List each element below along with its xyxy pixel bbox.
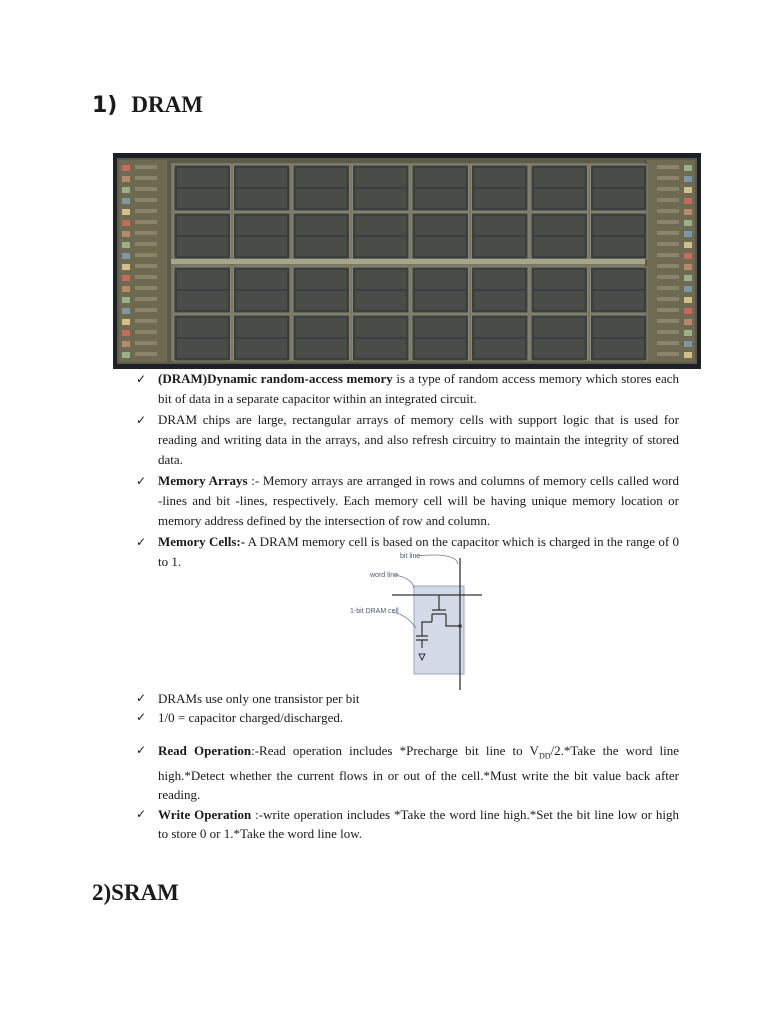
bit-line-label: bit line xyxy=(400,553,421,560)
section-number: 2) xyxy=(92,880,112,905)
cell-label: 1-bit DRAM cell xyxy=(350,608,399,615)
checkmark-icon: ✓ xyxy=(136,413,147,427)
list-item: ✓ Write Operation :-write operation includes *Take the word line high.*Set the bit line low or high to store 0 or 1.*Take the word line low. xyxy=(136,806,679,841)
checkmark-icon: ✓ xyxy=(136,372,147,386)
checkmark-icon: ✓ xyxy=(136,691,147,705)
dram-die-photo xyxy=(113,153,701,369)
checkmark-icon: ✓ xyxy=(136,535,147,549)
dram-cell-diagram xyxy=(350,548,490,693)
section-heading-dram xyxy=(92,92,203,118)
section-number: 1) xyxy=(92,93,118,118)
list-item: ✓ DRAM chips are large, rectangular arrays of memory cells with support logic that is used for reading and writing data in the arrays, and also refresh circuitry to maintain the integrity of stored data. xyxy=(136,412,679,467)
dram-die-image xyxy=(113,153,701,369)
dram-bullet-list xyxy=(134,369,679,573)
list-item: ✓ Memory Cells:- A DRAM memory cell is based on the capacitor which is charged in the range of 0 to 1. xyxy=(136,534,679,569)
checkmark-icon: ✓ xyxy=(136,474,147,488)
list-item: ✓ (DRAM)Dynamic random-access memory is a type of random access memory which stores each bit of data in a separate capacitor within an integrated circuit. xyxy=(136,371,679,406)
list-item: ✓ Memory Arrays :- Memory arrays are arranged in rows and columns of memory cells called word -lines and bit -lines, respectively. Each memory cell will be having unique memory location or memory address defined by the intersection of row and column. xyxy=(136,473,679,528)
dram-operations-list xyxy=(134,741,679,844)
section-heading-sram xyxy=(92,880,179,906)
word-line-label: word line xyxy=(370,572,399,579)
dram-facts-list xyxy=(134,689,679,727)
section-title: SRAM xyxy=(111,880,179,905)
list-item: ✓ DRAMs use only one transistor per bit xyxy=(136,691,360,706)
list-item: ✓ 1/0 = capacitor charged/discharged. xyxy=(136,710,344,725)
checkmark-icon: ✓ xyxy=(136,710,147,724)
checkmark-icon: ✓ xyxy=(136,806,147,821)
checkmark-icon: ✓ xyxy=(136,743,147,757)
list-item: ✓ Read Operation:-Read operation includes *Precharge bit line to $V_{DD}/2.*Take$ the word line high.*Detect whether the current flows in or out of the cell.*Must write the bit value back after reading. xyxy=(136,743,679,802)
section-title: DRAM xyxy=(131,92,203,117)
